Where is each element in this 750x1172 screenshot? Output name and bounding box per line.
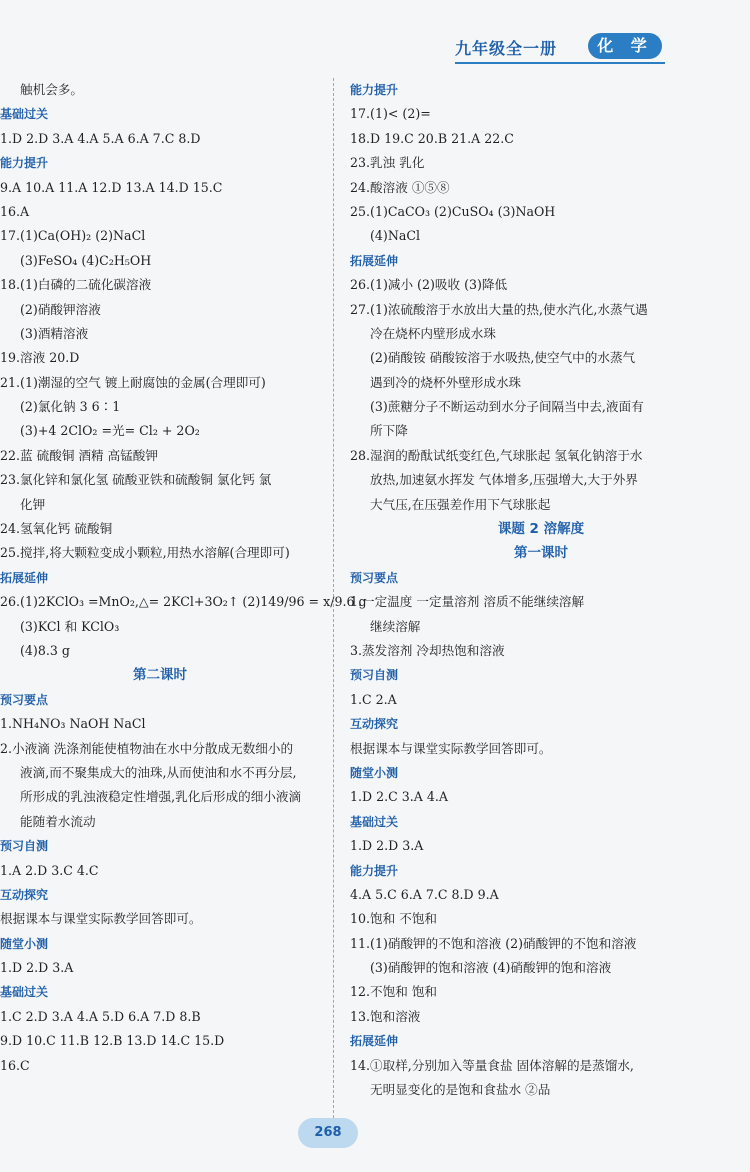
answer-line: 17.(1)< (2)= <box>350 106 431 122</box>
grade-title: 九年级全一册 <box>455 39 558 58</box>
answer-line: (2)硝酸铵 硝酸铵溶于水吸热,使空气中的水蒸气 <box>370 350 636 366</box>
lesson-title: 第二课时 <box>133 667 187 684</box>
answer-line: (3)硝酸钾的饱和溶液 (4)硝酸钾的饱和溶液 <box>370 960 612 976</box>
answer-line: 23.乳浊 乳化 <box>350 155 425 171</box>
answer-line: 17.(1)Ca(OH)₂ (2)NaCl <box>0 228 146 244</box>
answer-line: (3)蔗糖分子不断运动到水分子间隔当中去,液面有 <box>370 399 644 415</box>
answer-line: 触机会多。 <box>20 82 83 97</box>
answer-line: 24.氢氧化钙 硫酸铜 <box>0 521 113 537</box>
answer-line: 无明显变化的是饱和食盐水 ②品 <box>370 1082 551 1098</box>
answer-line: 1.C 2.A <box>350 691 397 707</box>
answer-line: 18.D 19.C 20.B 21.A 22.C <box>350 130 514 146</box>
answer-line: (3)FeSO₄ (4)C₂H₅OH <box>20 252 152 268</box>
answer-line: 2.小液滴 洗涤剂能使植物油在水中分散成无数细小的 <box>0 740 294 756</box>
section-heading: 基础过关 <box>350 814 399 829</box>
section-heading: 能力提升 <box>350 863 399 878</box>
section-heading: 预习要点 <box>350 570 399 585</box>
answer-line: (2)硝酸钾溶液 <box>20 301 101 317</box>
section-heading: 基础过关 <box>0 107 49 122</box>
answer-line: 25.(1)CaCO₃ (2)CuSO₄ (3)NaOH <box>350 203 556 219</box>
answer-line: 1.NH₄NO₃ NaOH NaCl <box>0 716 146 732</box>
answer-line: 化钾 <box>20 496 46 512</box>
answer-line: 1.C 2.D 3.A 4.A 5.D 6.A 7.D 8.B <box>0 1008 201 1024</box>
section-heading: 预习要点 <box>0 692 49 707</box>
answer-line: 9.D 10.C 11.B 12.B 13.D 14.C 15.D <box>0 1033 225 1049</box>
section-heading: 互动探究 <box>0 887 49 902</box>
answer-line: 23.氯化锌和氯化氢 硫酸亚铁和硫酸铜 氯化钙 氯 <box>0 472 272 488</box>
answer-line: 所下降 <box>370 423 408 439</box>
answer-line: 13.饱和溶液 <box>350 1008 421 1024</box>
answer-line: (4)NaCl <box>370 228 421 244</box>
answer-line: 1.一定温度 一定量溶剂 溶质不能继续溶解 <box>350 594 585 610</box>
answer-line: 16.C <box>0 1057 30 1073</box>
section-heading: 预习自测 <box>350 668 399 683</box>
section-heading: 随堂小测 <box>350 765 399 780</box>
answer-line: 根据课本与课堂实际教学回答即可。 <box>0 911 202 927</box>
subject-badge: 化 学 <box>588 33 662 59</box>
answer-line: 1.D 2.C 3.A 4.A <box>350 789 448 805</box>
answer-line: 10.饱和 不饱和 <box>350 911 438 927</box>
right-column <box>346 78 736 1102</box>
left-column <box>0 78 367 1078</box>
answer-line: (3)+4 2ClO₂ =光= Cl₂ + 2O₂ <box>20 423 200 439</box>
answer-line: 14.①取样,分别加入等量食盐 固体溶解的是蒸馏水, <box>350 1057 634 1073</box>
answer-line: 遇到冷的烧杯外壁形成水珠 <box>370 374 522 390</box>
answer-line: 放热,加速氨水挥发 气体增多,压强增大,大于外界 <box>370 472 638 488</box>
answer-line: 液滴,而不聚集成大的油珠,从而使油和水不再分层, <box>20 764 297 780</box>
answer-line: (3)酒精溶液 <box>20 325 89 341</box>
header-rule <box>455 62 665 64</box>
section-heading: 拓展延伸 <box>350 1034 399 1049</box>
answer-line: (4)8.3 g <box>20 642 70 658</box>
answer-line: 9.A 10.A 11.A 12.D 13.A 14.D 15.C <box>0 179 223 195</box>
answer-line: 18.(1)白磷的二硫化碳溶液 <box>0 277 152 293</box>
answer-line: 12.不饱和 饱和 <box>350 984 438 1000</box>
answer-line: 根据课本与课堂实际教学回答即可。 <box>350 740 552 756</box>
answer-line: 16.A <box>0 203 30 219</box>
answer-line: 3.蒸发溶剂 冷却热饱和溶液 <box>350 642 505 658</box>
answer-line: 27.(1)浓硫酸溶于水放出大量的热,使水汽化,水蒸气遇 <box>350 301 648 317</box>
answer-line: 24.酸溶液 ①⑤⑧ <box>350 179 450 195</box>
answer-line: 1.D 2.D 3.A <box>350 838 424 854</box>
answer-line: 26.(1)2KClO₃ =MnO₂,△= 2KCl+3O₂↑ (2)149/96 = x/9.6 g <box>0 594 367 610</box>
section-heading: 拓展延伸 <box>350 253 399 268</box>
answer-line: 所形成的乳浊液稳定性增强,乳化后形成的细小液滴 <box>20 789 302 805</box>
answer-line: 19.溶液 20.D <box>0 350 80 366</box>
answer-line: 28.湿润的酚酞试纸变红色,气球胀起 氢氧化钠溶于水 <box>350 447 643 463</box>
section-heading: 随堂小测 <box>0 936 49 951</box>
section-heading: 预习自测 <box>0 839 49 854</box>
section-heading: 能力提升 <box>0 156 49 171</box>
answer-line: 冷在烧杯内壁形成水珠 <box>370 325 496 341</box>
answer-line: 4.A 5.C 6.A 7.C 8.D 9.A <box>350 886 499 902</box>
answer-line: 21.(1)潮湿的空气 镀上耐腐蚀的金属(合理即可) <box>0 374 266 390</box>
answer-line: 能随着水流动 <box>20 813 96 829</box>
answer-line: 1.D 2.D 3.A <box>0 960 74 976</box>
answer-line: 25.搅拌,将大颗粒变成小颗粒,用热水溶解(合理即可) <box>0 545 290 561</box>
answer-line: 1.D 2.D 3.A 4.A 5.A 6.A 7.C 8.D <box>0 130 201 146</box>
section-heading: 能力提升 <box>350 83 399 97</box>
column-divider <box>333 78 334 1118</box>
answer-line: 1.A 2.D 3.C 4.C <box>0 862 99 878</box>
section-heading: 基础过关 <box>0 985 49 1000</box>
answer-line: 大气压,在压强差作用下气球胀起 <box>370 496 551 512</box>
page-number: 268 <box>298 1118 358 1148</box>
answer-line: 26.(1)减小 (2)吸收 (3)降低 <box>350 277 508 293</box>
lesson-title: 课题 2 溶解度 <box>497 521 585 538</box>
section-heading: 互动探究 <box>350 717 399 732</box>
answer-line: 继续溶解 <box>370 618 421 634</box>
lesson-title: 第一课时 <box>514 545 568 562</box>
answer-line: (2)氯化钠 3 6∶1 <box>20 399 121 415</box>
section-heading: 拓展延伸 <box>0 570 49 585</box>
answer-line: 11.(1)硝酸钾的不饱和溶液 (2)硝酸钾的不饱和溶液 <box>350 935 637 951</box>
answer-line: (3)KCl 和 KClO₃ <box>20 618 120 634</box>
answer-line: 22.蓝 硫酸铜 酒精 高锰酸钾 <box>0 447 158 463</box>
